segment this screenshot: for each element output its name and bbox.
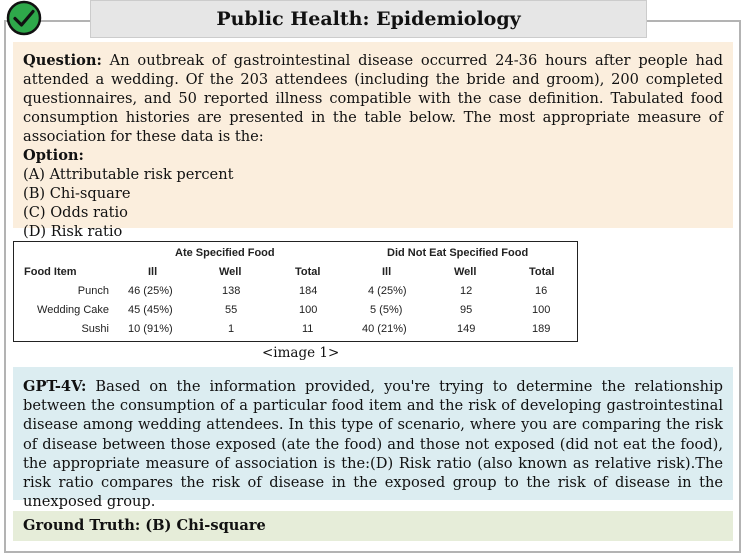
table-cell: 4 (25%) <box>368 285 407 297</box>
question-panel <box>13 42 733 240</box>
question-text-block <box>23 52 723 145</box>
table-cell: 5 (5%) <box>370 304 403 316</box>
option-c: (C) Odds ratio <box>23 204 128 221</box>
page-title <box>90 0 647 38</box>
table-cell: 1 <box>228 323 235 335</box>
col-header-total: Total <box>295 266 321 278</box>
table-cell: 46 (25%) <box>128 285 173 297</box>
group-header-ate: Ate Specified Food <box>175 247 275 259</box>
table-cell: 138 <box>222 285 241 297</box>
option-d: (D) Risk ratio <box>23 223 123 240</box>
table-cell: 10 (91%) <box>128 323 173 335</box>
page-title-text: Public Health: Epidemiology <box>216 8 521 30</box>
ground-truth-text: Ground Truth: (B) Chi-square <box>23 517 266 534</box>
check-icon <box>4 0 44 36</box>
table-cell: 11 <box>302 323 314 335</box>
answer-panel <box>13 367 733 511</box>
answer-text: Based on the information provided, you're trying to determine the relationship between the consumption of a particular food item and the risk of developing gastrointestinal disease among wedding attendees. In this type of scenario, where you are comparing the risk of disease between those exposed (ate the food) and those not exposed (did not eat the food), the appropriate measure of association is the:(D) Risk ratio (also known as relative risk).The risk ratio compares the risk of disease in the exposed group to the risk of disease in the unexposed group. <box>23 378 723 511</box>
col-header-well: Well <box>454 266 477 278</box>
table-cell: 55 <box>225 304 238 316</box>
table-cell: 149 <box>457 323 476 335</box>
answer-label: GPT-4V: <box>23 378 87 395</box>
ground-truth-panel <box>13 511 733 541</box>
table-cell: 12 <box>460 285 473 297</box>
table-cell: 45 (45%) <box>128 304 173 316</box>
group-header-not-ate: Did Not Eat Specified Food <box>387 247 529 259</box>
col-header-total: Total <box>529 266 555 278</box>
table-cell-food-item: Punch <box>77 285 109 297</box>
col-header-ill: Ill <box>382 266 392 278</box>
table-cell: 184 <box>299 285 318 297</box>
option-b: (B) Chi-square <box>23 185 131 202</box>
col-header-food-item: Food Item <box>24 266 77 278</box>
option-label: Option: <box>23 147 84 164</box>
table-cell-food-item: Wedding Cake <box>37 304 109 316</box>
question-label: Question: <box>23 52 102 69</box>
col-header-ill: Ill <box>148 266 158 278</box>
question-text: An outbreak of gastrointestinal disease occurred 24-36 hours after people had attended a wedding. Of the 203 attendees (including the bride and groom), 200 completed questionnaires, and 50 reported illness compatible with the case definition. Tabulated food consumption histories are presented in the table below. The most appropriate measure of association for these data is the: <box>23 52 724 145</box>
table-cell: 95 <box>460 304 473 316</box>
table-cell: 16 <box>535 285 548 297</box>
col-header-well: Well <box>219 266 242 278</box>
table-cell: 100 <box>532 304 551 316</box>
option-a: (A) Attributable risk percent <box>23 166 234 183</box>
image-caption: <image 1> <box>262 345 340 361</box>
table-cell: 189 <box>532 323 551 335</box>
table-cell-food-item: Sushi <box>81 323 109 335</box>
table-cell: 100 <box>299 304 318 316</box>
table-cell: 40 (21%) <box>362 323 407 335</box>
food-table-image <box>13 241 578 342</box>
